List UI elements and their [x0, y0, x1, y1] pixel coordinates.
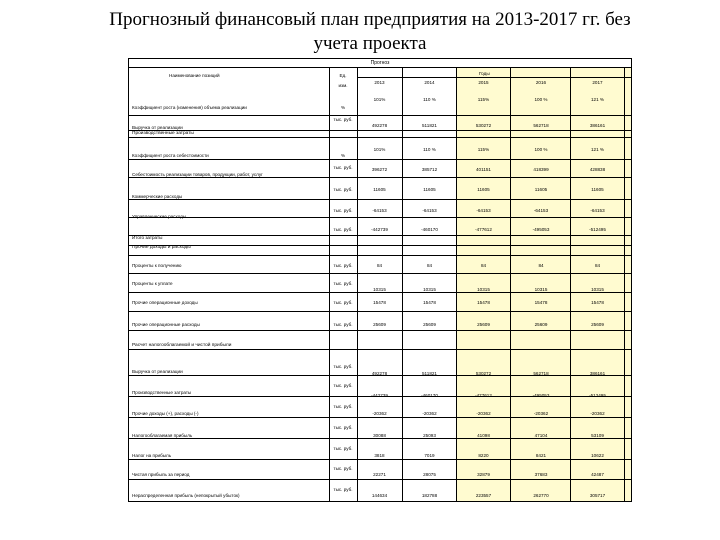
row-unit: тыс. руб.	[333, 466, 353, 471]
row-label: Прочие операционные доходы	[132, 300, 198, 305]
row-value: 11605	[477, 187, 490, 192]
row-value: 182788	[421, 493, 438, 498]
row-label: Прочие операционные расходы	[132, 322, 200, 327]
year-header: 2015	[478, 80, 489, 85]
row-divider	[129, 349, 631, 350]
row-value: 3818	[374, 453, 385, 458]
row-divider	[129, 159, 631, 160]
row-value: 53109	[591, 433, 604, 438]
row-unit: тыс. руб.	[333, 446, 353, 451]
row-value: 15478	[591, 300, 604, 305]
row-value: 530272	[475, 123, 492, 128]
row-unit: тыс. руб.	[333, 117, 353, 122]
row-value: 84	[426, 263, 433, 268]
row-value: -460170	[421, 393, 438, 398]
row-divider	[129, 137, 631, 138]
table-top-header: Прогноз	[129, 59, 631, 68]
row-value: -20362	[476, 411, 491, 416]
row-label: Проценты к получению	[132, 263, 182, 268]
row-value: 32879	[477, 472, 490, 477]
row-divider	[129, 479, 631, 480]
row-value: 511821	[422, 371, 437, 376]
row-value: 100 %	[534, 97, 548, 102]
row-value: -64153	[476, 208, 491, 213]
row-divider	[129, 115, 631, 116]
title-line-1: Прогнозный финансовый план предприятия на 2013-2017 гг. без	[109, 9, 631, 30]
row-divider	[129, 438, 631, 439]
row-value: 25609	[591, 322, 604, 327]
title-line-2: учета проекта	[313, 33, 427, 54]
forecast-table	[128, 58, 632, 502]
row-value: 121 %	[590, 147, 605, 152]
row-value: 530272	[475, 371, 492, 376]
row-value: 101%	[373, 97, 386, 102]
row-value: 385712	[421, 167, 438, 172]
row-value: -477612	[475, 393, 492, 398]
row-value: 100 %	[534, 147, 548, 152]
row-value: -20362	[422, 411, 437, 416]
row-value: 84	[538, 263, 544, 268]
row-divider	[129, 130, 631, 131]
row-value: 84	[480, 263, 487, 268]
row-divider	[129, 311, 631, 312]
row-label: Коммерческие расходы	[132, 194, 183, 199]
row-value: 84	[376, 263, 383, 268]
row-value: 10315	[477, 287, 490, 292]
row-unit: тыс. руб.	[333, 281, 353, 286]
row-value: 47104	[534, 433, 548, 438]
row-value: 10622	[591, 453, 604, 458]
row-value: 15478	[477, 300, 490, 305]
row-divider	[129, 199, 631, 200]
row-value: 15478	[373, 300, 386, 305]
row-unit: тыс. руб.	[333, 364, 353, 369]
row-divider	[129, 417, 631, 418]
row-value: -442739	[371, 393, 388, 398]
row-value: 262770	[533, 493, 549, 498]
row-value: 84	[594, 263, 601, 268]
row-unit: тыс. руб.	[333, 187, 353, 192]
year-header: 2013	[374, 80, 385, 85]
row-value: 115%	[477, 97, 490, 102]
column-divider	[510, 68, 511, 501]
year-header: 2017	[592, 80, 603, 85]
row-label: Коэффициент роста себестоимости	[132, 153, 209, 158]
row-value: -64153	[422, 208, 437, 213]
column-divider	[624, 68, 625, 501]
row-value: 10315	[423, 287, 436, 292]
row-value: -495053	[532, 393, 550, 398]
row-divider	[129, 217, 631, 218]
row-divider	[129, 330, 631, 331]
row-value: -460170	[421, 227, 438, 232]
year-header: 2014	[424, 80, 435, 85]
year-header: 2016	[535, 80, 547, 85]
row-value: -20362	[533, 411, 549, 416]
row-label: Производственные затраты	[132, 131, 194, 136]
row-divider	[129, 273, 631, 274]
row-label: Коэффициент роста (изменения) объема реализации	[132, 105, 247, 110]
row-unit: тыс. руб.	[333, 425, 353, 430]
row-value: -495053	[532, 227, 550, 232]
row-value: 110 %	[423, 97, 436, 102]
row-divider	[129, 235, 631, 236]
row-value: -64153	[372, 208, 387, 213]
row-value: -20362	[590, 411, 605, 416]
row-value: 396272	[371, 167, 388, 172]
page-title	[60, 8, 680, 56]
row-value: 144634	[371, 493, 388, 498]
row-label: Налогооблагаемая прибыль	[132, 433, 193, 438]
row-unit: тыс. руб.	[333, 165, 353, 170]
row-value: -64153	[533, 208, 549, 213]
row-value: 418399	[533, 167, 549, 172]
row-value: 101%	[373, 147, 386, 152]
row-value: 492278	[371, 123, 388, 128]
header-divider	[357, 77, 631, 78]
row-value: -512495	[589, 393, 606, 398]
col-name-header: Наименование позиций	[169, 73, 220, 78]
row-value: 428838	[589, 167, 606, 172]
row-value: -442739	[371, 227, 388, 232]
row-divider	[129, 177, 631, 178]
row-value: 121 %	[590, 97, 605, 102]
row-value: 42487	[591, 472, 604, 477]
row-unit: тыс. руб.	[333, 300, 353, 305]
row-value: 30088	[373, 433, 386, 438]
row-value: -20362	[372, 411, 387, 416]
row-unit: тыс. руб.	[333, 263, 353, 268]
row-value: 8421	[535, 453, 547, 458]
row-value: 8220	[478, 453, 489, 458]
row-divider	[129, 459, 631, 460]
row-value: -477612	[475, 227, 492, 232]
row-value: 41098	[477, 433, 490, 438]
row-unit: тыс. руб.	[333, 227, 353, 232]
row-unit: %	[340, 105, 346, 110]
row-label: Прочие доходы и расходы	[132, 245, 191, 250]
row-label: Итого затраты	[132, 235, 163, 240]
row-label: Выручка от реализации	[132, 369, 183, 374]
row-value: 562718	[533, 371, 549, 376]
row-value: 386161	[589, 123, 606, 128]
col-unit-header-2: изм.	[338, 83, 348, 88]
row-divider	[129, 292, 631, 293]
row-value: 10315	[534, 287, 548, 292]
row-value: -64153	[590, 208, 605, 213]
row-value: 22271	[373, 472, 386, 477]
row-value: 28075	[423, 472, 436, 477]
row-value: 10315	[373, 287, 386, 292]
row-value: 115%	[477, 147, 490, 152]
row-divider	[129, 255, 631, 256]
row-value: 10315	[591, 287, 604, 292]
row-unit: %	[340, 153, 346, 158]
row-value: -512495	[589, 227, 606, 232]
row-label: Чистая прибыль за период	[132, 472, 190, 477]
col-unit-header-1: Ед.	[339, 73, 347, 78]
row-value: 11605	[423, 187, 436, 192]
row-unit: тыс. руб.	[333, 322, 353, 327]
row-value: 11605	[534, 187, 548, 192]
row-value: 15478	[423, 300, 436, 305]
row-value: 15478	[534, 300, 548, 305]
col-years-header: Годы	[479, 71, 490, 76]
row-value: 305717	[589, 493, 606, 498]
row-label: Выручка от реализации	[132, 125, 183, 130]
row-value: 562718	[533, 123, 549, 128]
row-label: Проценты к уплате	[132, 281, 173, 286]
row-value: 25609	[477, 322, 490, 327]
row-value: 110 %	[423, 147, 436, 152]
row-unit: тыс. руб.	[333, 208, 353, 213]
row-unit: тыс. руб.	[333, 487, 353, 492]
row-label: Себестоимость реализации товаров, продукции, работ, услуг	[132, 172, 263, 177]
row-value: 7019	[424, 453, 435, 458]
row-value: 492278	[371, 371, 388, 376]
row-value: 11605	[373, 187, 386, 192]
row-value: 25093	[423, 433, 436, 438]
row-label: Налог на прибыль	[132, 453, 172, 458]
row-value: 511821	[422, 123, 437, 128]
row-divider	[129, 245, 631, 246]
row-value: 37683	[534, 472, 548, 477]
row-value: 11605	[591, 187, 604, 192]
row-value: 386161	[589, 371, 606, 376]
row-label: Нераспределенная прибыль (непокрытый убыток)	[132, 493, 240, 498]
row-label: Производственные затраты	[132, 390, 192, 395]
row-unit: тыс. руб.	[333, 404, 353, 409]
row-label: Прочие доходы (+), расходы (-)	[132, 411, 199, 416]
row-unit: тыс. руб.	[333, 383, 353, 388]
row-value: 25609	[534, 322, 548, 327]
row-label: Управленческие расходы	[132, 214, 187, 219]
row-value: 223557	[475, 493, 492, 498]
row-value: 25609	[373, 322, 386, 327]
row-label: Расчет налогооблагаемой и чистой прибыли	[132, 343, 232, 348]
row-value: 401151	[476, 167, 491, 172]
row-value: 25609	[423, 322, 436, 327]
